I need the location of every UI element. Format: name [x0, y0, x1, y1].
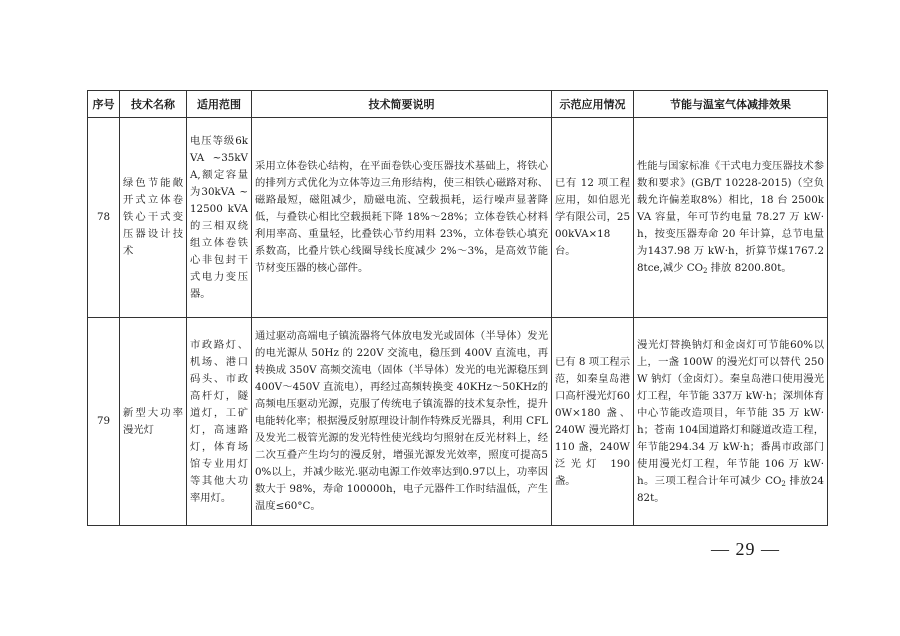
- demo-application: 已有 8 项工程示范，如秦皇岛港口高杆漫光灯600W×180 盏、240W 漫光路灯110 盏，240W 泛光灯 190 盏。: [552, 318, 634, 526]
- table-row: [88, 318, 828, 526]
- scope: 市政路灯、机场、港口码头、市政高杆灯，隧道灯，工矿灯，高速路灯，体育场馆专业用灯等其他大功率用灯。: [187, 318, 252, 526]
- table-row: [88, 118, 828, 318]
- header-scope: 适用范围: [187, 91, 252, 118]
- scope: 电压等级6kVA ~35kVA,额定容量为30kVA ~12500 kVA的三相双绕组立体卷铁心非包封干式电力变压器。: [187, 118, 252, 318]
- header-number: 序号: [88, 91, 120, 118]
- header-tech-name: 技术名称: [120, 91, 187, 118]
- tech-name: 绿色节能敞开式立体卷铁心干式变压器设计技术: [120, 118, 187, 318]
- effect-text-end: 排放 8200.80t。: [707, 262, 792, 274]
- row-number: 78: [88, 118, 120, 318]
- header-description: 技术简要说明: [252, 91, 552, 118]
- effect-text: 漫光灯替换钠灯和金卤灯可节能60%以上，一盏 100W 的漫光灯可以替代 250W 钠灯（金卤灯）。秦皇岛港口使用漫光灯工程，年节能 337万 kW·h；深圳体育中心节能改造项目，年节能 35 万 kW·h；苍南 104国道路灯和隧道改造工程，年节能294.34 万 kW·h；番禺市政部门使用漫光灯工程，年节能 106 万 kW·h。三项工程合计年可减少 CO: [637, 338, 824, 487]
- page-number: — 29 —: [711, 539, 780, 559]
- description: 采用立体卷铁心结构，在平面卷铁心变压器技术基础上，将铁心的排列方式优化为立体等边三角形结构，使三相铁心磁路对称、磁路最短，磁阻减少，励磁电流、空载损耗，运行噪声显著降低，与叠铁心相比空载损耗下降 18%～28%；立体卷铁心材料利用率高、重量轻，比叠铁心节约用料 23%，立体卷铁心填充系数高，比叠片铁心线圈导线长度减少 2%～3%，是高效节能节材变压器的核心部件。: [252, 118, 552, 318]
- effect-text-end: 排放2482t。: [637, 474, 824, 504]
- co2-subscript: 2: [703, 267, 708, 275]
- effect: [634, 318, 828, 526]
- header-effect: 节能与温室气体减排效果: [634, 91, 828, 118]
- effect: [634, 118, 828, 318]
- header-demo: 示范应用情况: [552, 91, 634, 118]
- row-number: 79: [88, 318, 120, 526]
- description: 通过驱动高端电子镇流器将气体放电发光或固体（半导体）发光的电光源从 50Hz 的 220V 交流电，稳压到 400V 直流电，再转换成 350V 高频交流电（固体（半导体）发光的电光源稳压到 400V～450V 直流电），再经过高频转换变 40KHz～50KHz的高频电压驱动光源，克服了传统电子镇流器的技术复杂性，提升电能转化率；根据漫反射原理设计制作特殊反光器具，利用 CFL 及发光二极管光源的发光特性使光线均匀照射在反光材料上，经二次互叠产生均匀的漫反射，增强光源发光效率，照度可提高50%以上，并减少眩光.驱动电源工作效率达到0.97以上，功率因数大于 98%，寿命 100000h，电子元器件工作时结温低，产生温度≤60°C。: [252, 318, 552, 526]
- demo-application: 已有 12 项工程应用，如伯恩光学有限公司，2500kVA×18 台。: [552, 118, 634, 318]
- tech-name: 新型大功率漫光灯: [120, 318, 187, 526]
- co2-subscript: 2: [781, 479, 786, 488]
- effect-text: 性能与国家标准《干式电力变压器技术参数和要求》(GB/T 10228-2015)（空负载允许偏差取8%）相比，18 台 2500kVA 容量，年可节约电量 78.27 万 kW·h，按变压器寿命 20 年计算，总节电量为1437.98 万 kW·h，折算节煤1767.28tce,减少 CO: [637, 160, 824, 274]
- table-header-row: [88, 91, 828, 118]
- technology-table: [87, 90, 828, 526]
